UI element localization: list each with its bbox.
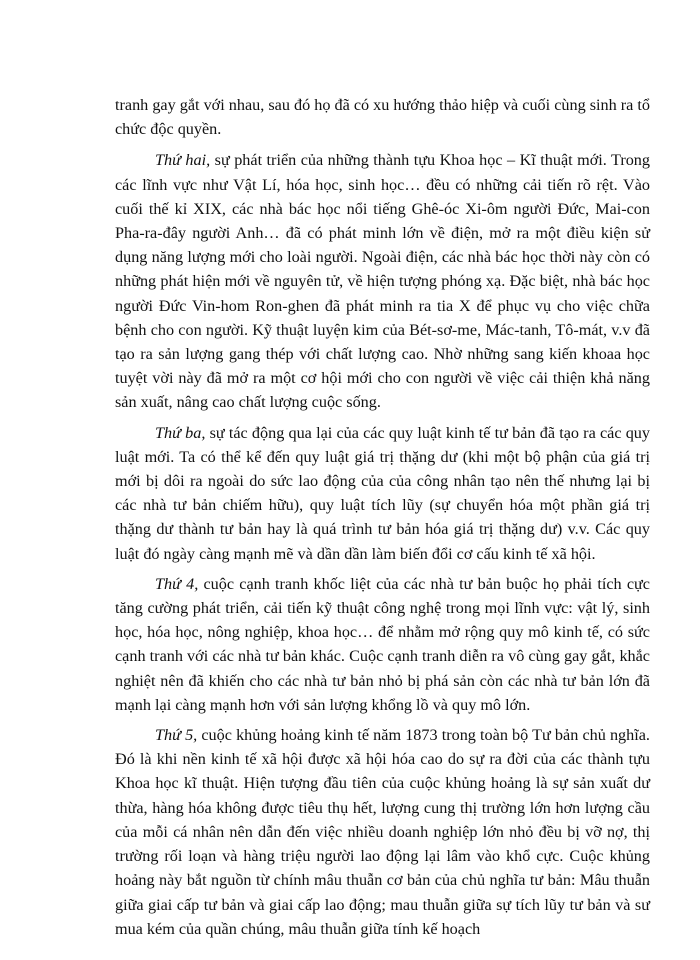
paragraph-lead: Thứ ba, xyxy=(155,423,206,442)
paragraph-thu-ba xyxy=(115,421,650,566)
paragraph-continuation xyxy=(115,93,650,141)
paragraph-text: sự tác động qua lại của các quy luật kinh tế tư bản đã tạo ra các quy luật mới. Ta có thể kể đến quy luật giá trị thặng dư (khi một bộ phận của giá trị mới bị dôi ra ngoài do sức lao động của của công nhân tạo nên thế nhưng lại bị các nhà tư bản chiếm hữu), quy luật tích lũy (sự chuyển hóa một phần giá trị thặng dư thành tư bản hay là quá trình tư bản hóa giá trị thặng dư) v.v. Các quy luật đó ngày càng mạnh mẽ và dần dần làm biến đổi cơ cấu kinh tế xã hội. xyxy=(115,423,650,563)
paragraph-lead: Thứ 5, xyxy=(155,726,198,745)
paragraph-thu-hai xyxy=(115,148,650,414)
paragraph-thu-5 xyxy=(115,723,650,941)
paragraph-lead: Thứ 4, xyxy=(155,574,199,593)
paragraph-thu-4 xyxy=(115,572,650,717)
paragraph-lead: Thứ hai, xyxy=(155,151,211,170)
paragraph-text: cuộc cạnh tranh khốc liệt của các nhà tư bản buộc họ phải tích cực tăng cường phát triển, cải tiến kỹ thuật công nghệ trong mọi lĩnh vực: vật lý, sinh học, hóa học, nông nghiệp, khoa học… để nhằm mở rộng quy mô kinh tế, có sức cạnh tranh với các nhà tư bản khác. Cuộc cạnh tranh diễn ra vô cùng gay gắt, khắc nghiệt nên đã khiến cho các nhà tư bản nhỏ bị phá sản còn các nhà tư bản lớn đã mạnh lại càng mạnh hơn với sản lượng khổng lồ và quy mô lớn. xyxy=(115,574,650,714)
paragraph-text: cuộc khủng hoảng kinh tế năm 1873 trong toàn bộ Tư bản chủ nghĩa. Đó là khi nền kinh tế xã hội được xã hội hóa cao do sự ra đời của các thành tựu Khoa học kĩ thuật. Hiện tượng đầu tiên của cuộc khủng hoảng là sự sản xuất dư thừa, hàng hóa không được tiêu thụ hết, lượng cung thị trường lớn hơn lượng cầu của mỗi cá nhân nên dẫn đến việc nhiều doanh nghiệp lớn nhỏ đều bị vỡ nợ, thị trường rối loạn và hàng triệu người lao động lại lâm vào khổ cực. Cuộc khủng hoảng này bắt nguồn từ chính mâu thuẫn cơ bản của chủ nghĩa tư bản: Mâu thuẫn giữa giai cấp tư bản và giai cấp lao động; mau thuẫn giữa sự tích lũy tư bản và sư mua kém của quần chúng, mâu thuẫn giữa tính kế hoạch xyxy=(115,726,650,938)
paragraph-text: tranh gay gắt với nhau, sau đó họ đã có xu hướng thảo hiệp và cuối cùng sinh ra tổ chức độc quyền. xyxy=(115,96,650,139)
paragraph-text: sự phát triển của những thành tựu Khoa học – Kĩ thuật mới. Trong các lĩnh vực như Vật Lí, hóa học, sinh học… đều có những cải tiến rõ rệt. Vào cuối thế kỉ XIX, các nhà bác học nổi tiếng Ghê-óc Xi-ôm người Đức, Mai-con Pha-ra-đây người Anh… đã có phát minh lớn về điện, mở ra một điều kiện sử dụng năng lượng mới cho loài người. Ngoài điện, các nhà bác học thời này còn có những phát hiện mới về nguyên tử, về hiện tượng phóng xạ. Đặc biệt, nhà bác học người Đức Vin-hom Ron-ghen đã phát minh ra tia X để phục vụ cho việc chữa bệnh cho con người. Kỹ thuật luyện kim của Bét-sơ-me, Mác-tanh, Tô-mát, v.v đã tạo ra sản lượng gang thép với chất lượng cao. Nhờ những sang kiến khoaa học tuyệt vời này đã mở ra một cơ hội mới cho con người về việc cải thiện khả năng sản xuất, nâng cao chất lượng cuộc sống. xyxy=(115,151,650,412)
document-page xyxy=(115,93,650,947)
